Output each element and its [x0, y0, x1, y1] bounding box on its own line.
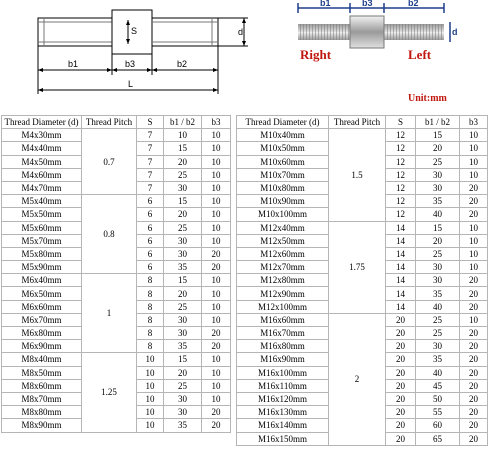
table-row [237, 129, 488, 142]
cell-s: 12 [386, 181, 416, 194]
cell-b1-b2: 55 [416, 406, 460, 419]
cell-b3: 20 [460, 195, 488, 208]
cell-b3: 20 [460, 287, 488, 300]
cell-b1-b2: 25 [164, 168, 202, 181]
cell-b3: 10 [202, 313, 231, 326]
cell-b1-b2: 30 [164, 327, 202, 340]
cell-b3: 20 [202, 261, 231, 274]
cell-s: 12 [386, 129, 416, 142]
cell-s: 14 [386, 234, 416, 247]
header-s: S [137, 116, 164, 129]
cell-thread-pitch: 1.25 [82, 353, 137, 432]
header-b1-b2: b1 / b2 [416, 116, 460, 129]
cell-b1-b2: 35 [164, 261, 202, 274]
cell-b1-b2: 30 [164, 181, 202, 194]
cell-b1-b2: 40 [416, 208, 460, 221]
cell-thread-diameter: M16x110mm [237, 379, 329, 392]
cell-b3: 10 [202, 379, 231, 392]
cell-s: 6 [137, 195, 164, 208]
cell-thread-diameter: M16x100mm [237, 366, 329, 379]
cell-s: 6 [137, 234, 164, 247]
cell-b3: 20 [460, 208, 488, 221]
cell-thread-diameter: M16x80mm [237, 340, 329, 353]
spec-table-right [236, 115, 488, 446]
cell-thread-diameter: M6x40mm [2, 274, 82, 287]
cell-s: 6 [137, 261, 164, 274]
cell-b1-b2: 20 [416, 234, 460, 247]
cell-thread-diameter: M6x50mm [2, 287, 82, 300]
cell-b1-b2: 25 [416, 155, 460, 168]
cell-b3: 10 [202, 353, 231, 366]
cell-s: 20 [386, 392, 416, 405]
cell-s: 14 [386, 300, 416, 313]
cell-s: 10 [137, 419, 164, 432]
cell-thread-diameter: M16x150mm [237, 432, 329, 445]
cell-s: 7 [137, 129, 164, 142]
cell-thread-diameter: M12x90mm [237, 287, 329, 300]
cell-s: 14 [386, 221, 416, 234]
cell-thread-diameter: M5x60mm [2, 221, 82, 234]
cell-b3: 10 [460, 142, 488, 155]
cell-b3: 10 [202, 366, 231, 379]
cell-b1-b2: 15 [164, 353, 202, 366]
cell-b1-b2: 15 [164, 142, 202, 155]
cell-b3: 10 [202, 142, 231, 155]
cell-b3: 20 [460, 366, 488, 379]
cell-thread-diameter: M4x30mm [2, 129, 82, 142]
cell-s: 10 [137, 379, 164, 392]
cell-b3: 10 [202, 274, 231, 287]
cell-s: 10 [137, 392, 164, 405]
photo-label-b3: b3 [362, 0, 373, 8]
cell-b1-b2: 30 [164, 392, 202, 405]
cell-b1-b2: 30 [416, 181, 460, 194]
cell-s: 8 [137, 274, 164, 287]
photo-label-b1: b1 [320, 0, 331, 8]
cell-b3: 10 [202, 208, 231, 221]
cell-thread-diameter: M10x100mm [237, 208, 329, 221]
cell-b1-b2: 25 [416, 247, 460, 260]
cell-thread-diameter: M12x70mm [237, 261, 329, 274]
cell-thread-diameter: M4x50mm [2, 155, 82, 168]
cell-b3: 20 [460, 419, 488, 432]
cell-b3: 10 [202, 392, 231, 405]
label-b3: b3 [125, 59, 136, 69]
cell-b1-b2: 20 [164, 366, 202, 379]
cell-b1-b2: 15 [164, 274, 202, 287]
cell-s: 20 [386, 327, 416, 340]
cell-thread-diameter: M4x60mm [2, 168, 82, 181]
cell-s: 10 [137, 366, 164, 379]
label-d: d [238, 27, 244, 37]
cell-b1-b2: 30 [164, 406, 202, 419]
cell-b3: 20 [460, 340, 488, 353]
cell-s: 12 [386, 142, 416, 155]
cell-s: 7 [137, 168, 164, 181]
cell-thread-diameter: M10x60mm [237, 155, 329, 168]
cell-thread-diameter: M16x120mm [237, 392, 329, 405]
unit-label: Unit:mm [408, 93, 447, 104]
cell-s: 20 [386, 406, 416, 419]
table-row [2, 353, 231, 366]
cell-s: 10 [137, 353, 164, 366]
cell-s: 8 [137, 300, 164, 313]
cell-b1-b2: 30 [164, 234, 202, 247]
cell-b3: 20 [460, 392, 488, 405]
cell-b3: 10 [202, 300, 231, 313]
cell-b3: 10 [202, 221, 231, 234]
cell-thread-diameter: M16x130mm [237, 406, 329, 419]
cell-b3: 10 [202, 234, 231, 247]
cell-thread-pitch: 1.75 [329, 221, 386, 313]
cell-s: 7 [137, 142, 164, 155]
cell-thread-diameter: M16x60mm [237, 313, 329, 326]
cell-thread-diameter: M8x80mm [2, 406, 82, 419]
cell-b3: 10 [202, 155, 231, 168]
cell-thread-diameter: M6x90mm [2, 340, 82, 353]
photo-label-d: d [452, 27, 458, 37]
cell-b1-b2: 10 [164, 129, 202, 142]
table-row [237, 221, 488, 234]
spec-table-left [1, 115, 231, 433]
cell-s: 8 [137, 313, 164, 326]
cell-b3: 20 [460, 327, 488, 340]
cell-s: 12 [386, 208, 416, 221]
cell-b1-b2: 40 [416, 366, 460, 379]
cell-thread-diameter: M10x70mm [237, 168, 329, 181]
cell-thread-diameter: M10x50mm [237, 142, 329, 155]
cell-thread-diameter: M16x90mm [237, 353, 329, 366]
cell-b1-b2: 20 [164, 155, 202, 168]
cell-thread-diameter: M12x50mm [237, 234, 329, 247]
cell-thread-diameter: M12x80mm [237, 274, 329, 287]
cell-thread-pitch: 1 [82, 274, 137, 353]
cell-b1-b2: 15 [416, 129, 460, 142]
cell-b1-b2: 20 [164, 208, 202, 221]
cell-b3: 10 [460, 221, 488, 234]
cell-b1-b2: 15 [164, 195, 202, 208]
cell-thread-diameter: M4x70mm [2, 181, 82, 194]
cell-b1-b2: 30 [164, 247, 202, 260]
cell-b1-b2: 30 [416, 274, 460, 287]
cell-s: 20 [386, 340, 416, 353]
label-s: S [131, 26, 138, 36]
cell-s: 8 [137, 327, 164, 340]
table-row [2, 274, 231, 287]
cell-thread-diameter: M8x70mm [2, 392, 82, 405]
cell-thread-diameter: M5x80mm [2, 247, 82, 260]
stud-dimension-drawing [0, 0, 260, 100]
cell-b1-b2: 30 [164, 313, 202, 326]
left-label: Left [408, 47, 432, 62]
cell-b3: 20 [460, 432, 488, 445]
table-row [2, 195, 231, 208]
cell-thread-diameter: M5x90mm [2, 261, 82, 274]
cell-b3: 20 [460, 379, 488, 392]
cell-b3: 10 [202, 195, 231, 208]
cell-thread-diameter: M8x90mm [2, 419, 82, 432]
header-b3: b3 [202, 116, 231, 129]
cell-b3: 20 [460, 300, 488, 313]
cell-s: 12 [386, 155, 416, 168]
cell-thread-diameter: M8x50mm [2, 366, 82, 379]
header-b1-b2: b1 / b2 [164, 116, 202, 129]
cell-b3: 10 [460, 313, 488, 326]
cell-thread-pitch: 0.8 [82, 195, 137, 274]
cell-thread-diameter: M6x80mm [2, 327, 82, 340]
label-b1: b1 [68, 59, 79, 69]
cell-s: 14 [386, 274, 416, 287]
cell-b1-b2: 60 [416, 419, 460, 432]
cell-s: 20 [386, 379, 416, 392]
cell-s: 14 [386, 261, 416, 274]
cell-s: 20 [386, 366, 416, 379]
cell-b3: 20 [202, 247, 231, 260]
cell-thread-diameter: M5x40mm [2, 195, 82, 208]
cell-thread-diameter: M5x50mm [2, 208, 82, 221]
cell-s: 14 [386, 247, 416, 260]
cell-b1-b2: 25 [416, 327, 460, 340]
cell-b3: 20 [460, 353, 488, 366]
cell-s: 7 [137, 181, 164, 194]
cell-thread-diameter: M12x40mm [237, 221, 329, 234]
cell-s: 8 [137, 340, 164, 353]
cell-thread-pitch: 0.7 [82, 129, 137, 195]
label-L: L [128, 79, 134, 89]
table-header-row [2, 116, 231, 129]
cell-b1-b2: 65 [416, 432, 460, 445]
cell-b1-b2: 25 [164, 300, 202, 313]
cell-b1-b2: 35 [164, 419, 202, 432]
cell-b3: 20 [202, 419, 231, 432]
cell-b3: 10 [202, 168, 231, 181]
cell-thread-diameter: M12x100mm [237, 300, 329, 313]
cell-thread-diameter: M8x40mm [2, 353, 82, 366]
cell-b3: 10 [460, 261, 488, 274]
cell-thread-diameter: M4x40mm [2, 142, 82, 155]
cell-b3: 20 [460, 406, 488, 419]
photo-label-b2: b2 [408, 0, 419, 8]
cell-b3: 20 [460, 274, 488, 287]
header-thread-diameter: Thread Diameter (d) [237, 116, 329, 129]
cell-b3: 20 [202, 327, 231, 340]
cell-b1-b2: 25 [164, 221, 202, 234]
cell-s: 12 [386, 195, 416, 208]
cell-s: 20 [386, 313, 416, 326]
cell-s: 20 [386, 432, 416, 445]
cell-b1-b2: 35 [164, 340, 202, 353]
cell-b3: 10 [202, 181, 231, 194]
table-row [237, 313, 488, 326]
header-thread-pitch: Thread Pitch [329, 116, 386, 129]
cell-b1-b2: 25 [416, 313, 460, 326]
cell-thread-diameter: M6x70mm [2, 313, 82, 326]
cell-s: 6 [137, 247, 164, 260]
cell-b1-b2: 35 [416, 195, 460, 208]
cell-b1-b2: 50 [416, 392, 460, 405]
cell-thread-pitch: 1.5 [329, 129, 386, 221]
cell-b1-b2: 25 [164, 379, 202, 392]
cell-thread-diameter: M8x60mm [2, 379, 82, 392]
cell-b1-b2: 15 [416, 221, 460, 234]
header-thread-diameter: Thread Diameter (d) [2, 116, 82, 129]
cell-b1-b2: 30 [416, 340, 460, 353]
cell-s: 20 [386, 353, 416, 366]
cell-thread-diameter: M16x70mm [237, 327, 329, 340]
cell-b1-b2: 20 [164, 287, 202, 300]
cell-s: 6 [137, 208, 164, 221]
cell-b1-b2: 45 [416, 379, 460, 392]
cell-b3: 20 [202, 406, 231, 419]
cell-thread-pitch: 2 [329, 313, 386, 445]
cell-thread-diameter: M10x40mm [237, 129, 329, 142]
cell-thread-diameter: M6x60mm [2, 300, 82, 313]
cell-b3: 20 [202, 340, 231, 353]
right-label: Right [300, 47, 332, 62]
cell-thread-diameter: M5x70mm [2, 234, 82, 247]
cell-b1-b2: 30 [416, 261, 460, 274]
cell-s: 8 [137, 287, 164, 300]
cell-b3: 10 [202, 129, 231, 142]
header-b3: b3 [460, 116, 488, 129]
cell-s: 10 [137, 406, 164, 419]
cell-b3: 10 [460, 247, 488, 260]
cell-s: 6 [137, 221, 164, 234]
cell-s: 12 [386, 168, 416, 181]
cell-thread-diameter: M10x90mm [237, 195, 329, 208]
cell-b3: 10 [460, 129, 488, 142]
cell-b3: 10 [460, 168, 488, 181]
cell-b3: 10 [202, 287, 231, 300]
cell-b1-b2: 35 [416, 353, 460, 366]
cell-b1-b2: 20 [416, 142, 460, 155]
label-b2: b2 [177, 59, 188, 69]
cell-b1-b2: 40 [416, 300, 460, 313]
cell-thread-diameter: M10x80mm [237, 181, 329, 194]
header-s: S [386, 116, 416, 129]
cell-b1-b2: 30 [416, 168, 460, 181]
table-row [2, 129, 231, 142]
cell-s: 14 [386, 287, 416, 300]
cell-b3: 20 [460, 181, 488, 194]
cell-b3: 10 [460, 155, 488, 168]
cell-b1-b2: 35 [416, 287, 460, 300]
cell-thread-diameter: M16x140mm [237, 419, 329, 432]
cell-s: 7 [137, 155, 164, 168]
table-header-row [237, 116, 488, 129]
header-thread-pitch: Thread Pitch [82, 116, 137, 129]
cell-thread-diameter: M12x60mm [237, 247, 329, 260]
cell-b3: 10 [460, 234, 488, 247]
cell-s: 20 [386, 419, 416, 432]
